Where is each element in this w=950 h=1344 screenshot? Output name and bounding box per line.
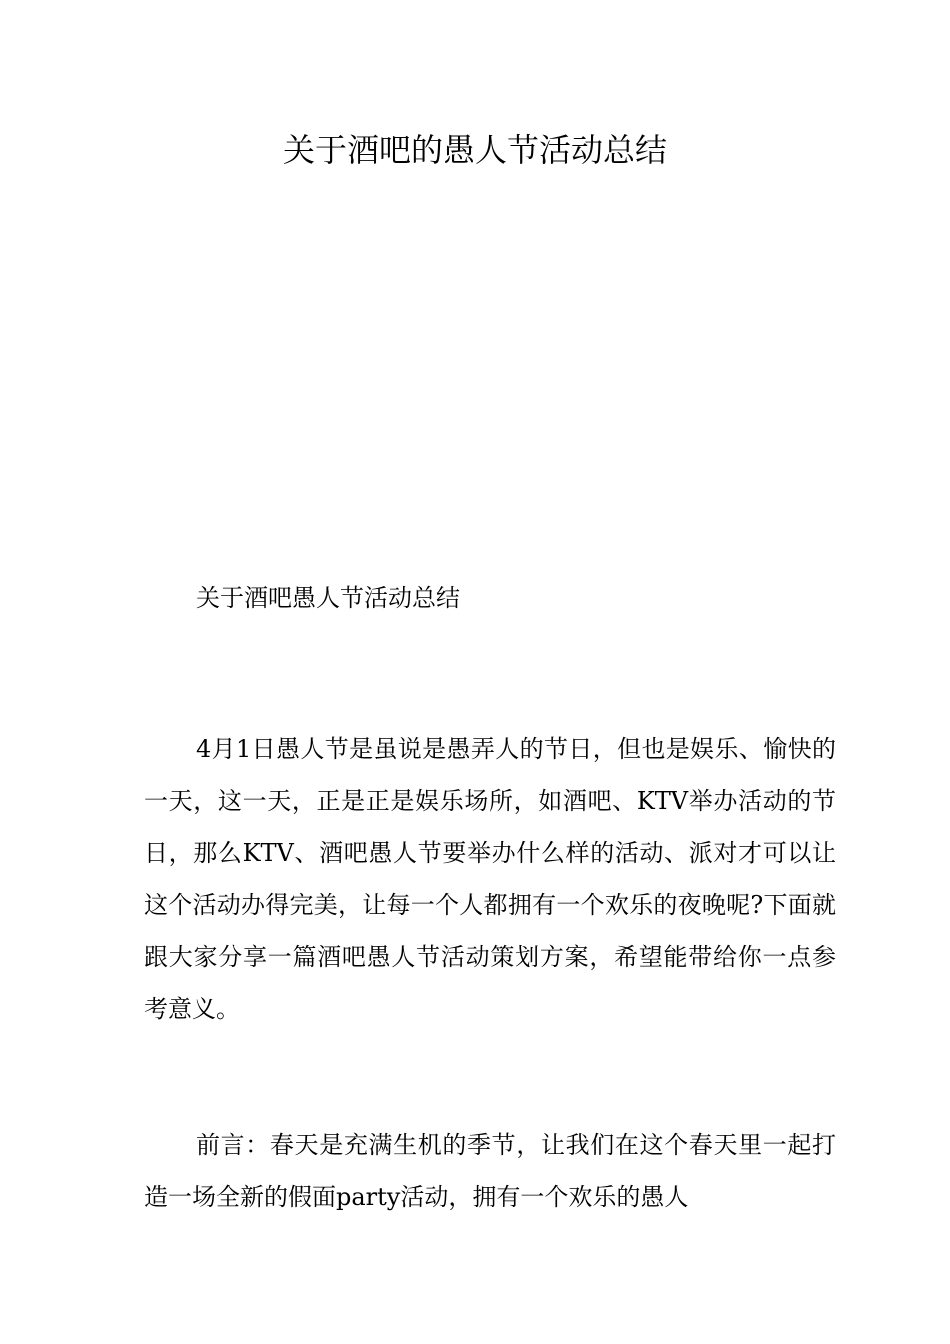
body-paragraph: 前言：春天是充满生机的季节，让我们在这个春天里一起打造一场全新的假面party活动，拥有一个欢乐的愚人 xyxy=(144,1131,836,1211)
body-paragraph: 4月1日愚人节是虽说是愚弄人的节日，但也是娱乐、愉快的一天，这一天，正是正是娱乐场所，如酒吧、KTV举办活动的节日，那么KTV、酒吧愚人节要举办什么样的活动、派对才可以让这个活动办得完美，让每一个人都拥有一个欢乐的夜晚呢?下面就跟大家分享一篇酒吧愚人节活动策划方案，希望能带给你一点参考意义。 xyxy=(144,735,836,1023)
document-title: 关于酒吧的愚人节活动总结 xyxy=(282,131,667,169)
section-heading: 关于酒吧愚人节活动总结 xyxy=(196,584,460,612)
